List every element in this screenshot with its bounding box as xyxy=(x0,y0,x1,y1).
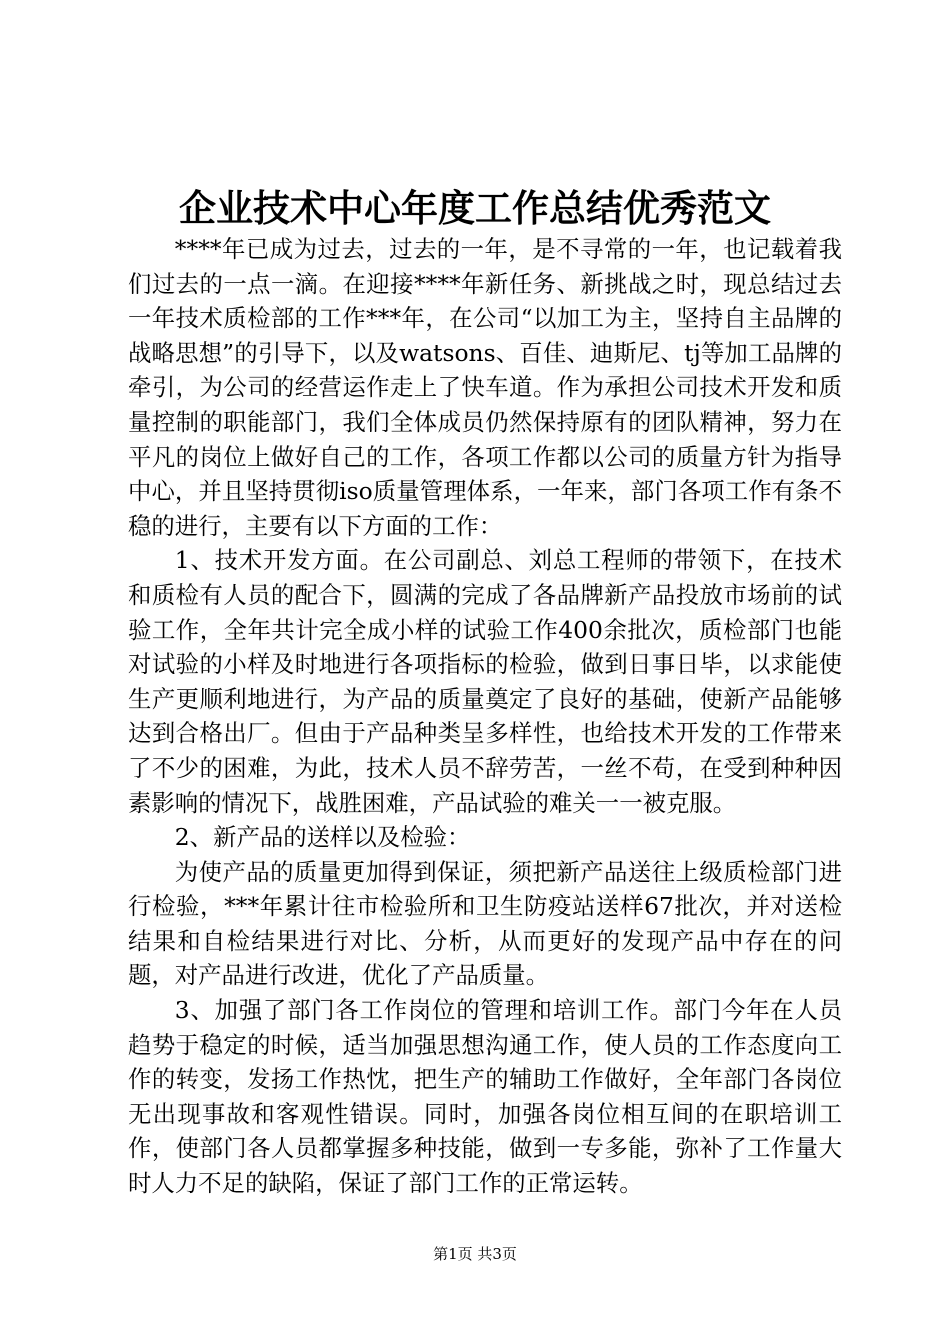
page-number-footer: 第1页 共3页 xyxy=(433,1245,517,1263)
document-body xyxy=(128,232,842,1201)
paragraph-sample-inspection-heading: 2、新产品的送样以及检验： xyxy=(174,823,471,852)
paragraph-tech-development: 1、技术开发方面。在公司副总、刘总工程师的带领下，在技术和质检有人员的配合下，圆满的完成了各品牌新产品投放市场前的试验工作，全年共计完全成小样的试验工作400余批次，质检部门也能对试验的小样及时地进行各项指标的检验，做到日事日毕，以求能使生产更顺利地进行，为产品的质量奠定了良好的基础，使新产品能够达到合格出厂。但由于产品种类呈多样性，也给技术开发的工作带来了不少的困难，为此，技术人员不辞劳苦，一丝不苟，在受到种种因素影响的情况下，战胜困难，产品试验的难关一一被克服。 xyxy=(128,546,842,817)
paragraph-sample-inspection: 为使产品的质量更加得到保证，须把新产品送往上级质检部门进行检验，***年累计往市检验所和卫生防疫站送样67批次，并对送检结果和自检结果进行对比、分析，从而更好的发现产品中存在的问题，对产品进行改进，优化了产品质量。 xyxy=(128,857,842,990)
paragraph-intro: ****年已成为过去，过去的一年，是不寻常的一年，也记载着我们过去的一点一滴。在迎接****年新任务、新挑战之时，现总结过去一年技术质检部的工作***年，在公司“以加工为主，坚持自主品牌的战略思想”的引导下，以及watsons、百佳、迪斯尼、tj等加工品牌的牵引，为公司的经营运作走上了快车道。作为承担公司技术开发和质量控制的职能部门，我们全体成员仍然保持原有的团队精神，努力在平凡的岗位上做好自己的工作，各项工作都以公司的质量方针为指导中心，并且坚持贯彻iso质量管理体系，一年来，部门各项工作有条不稳的进行，主要有以下方面的工作： xyxy=(128,235,842,540)
paragraph-management-training: 3、加强了部门各工作岗位的管理和培训工作。部门今年在人员趋势于稳定的时候，适当加强思想沟通工作，使人员的工作态度向工作的转变，发扬工作热忱，把生产的辅助工作做好，全年部门各岗位无出现事故和客观性错误。同时，加强各岗位相互间的在职培训工作，使部门各人员都掌握多种技能，做到一专多能，弥补了工作量大时人力不足的缺陷，保证了部门工作的正常运转。 xyxy=(128,996,842,1198)
document-title: 企业技术中心年度工作总结优秀范文 xyxy=(179,186,771,230)
